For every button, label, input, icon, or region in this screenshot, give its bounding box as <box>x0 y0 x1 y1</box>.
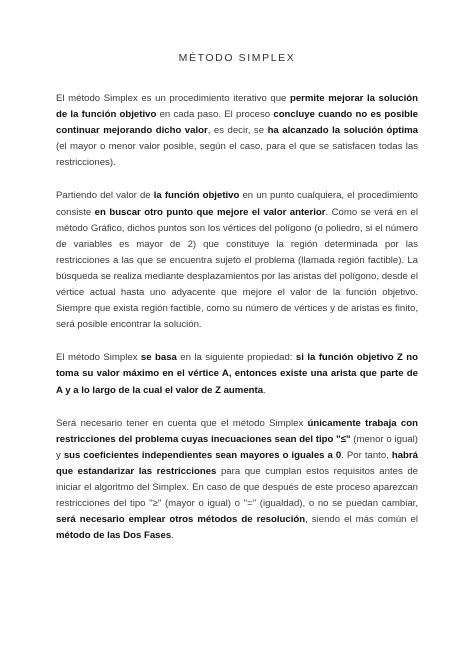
bold-text-run: únicamente trabaja con restricciones del problema cuyas inecuaciones sean del tipo "≤" <box>56 417 418 445</box>
bold-text-run: se basa <box>140 352 177 364</box>
text-run: Será necesario tener en cuenta que el método Simplex <box>56 417 308 429</box>
text-run: . <box>171 530 174 542</box>
bold-text-run: en buscar otro punto que mejore el valor anterior <box>94 206 326 218</box>
bold-text-run: ha alcanzado la solución óptima <box>267 125 418 137</box>
text-run: (menor o igual) y <box>56 433 418 461</box>
bold-text-run: método de las Dos Fases <box>56 530 172 542</box>
text-run: Partiendo del valor de <box>56 190 154 202</box>
text-run: . <box>263 384 266 396</box>
text-run: . Por tanto, <box>341 449 392 461</box>
text-run: , es decir, se <box>207 125 268 137</box>
text-run: , siendo el más común el <box>305 514 419 526</box>
bold-text-run: sus coeficientes independientes sean mayores o iguales a 0 <box>63 449 342 461</box>
text-run: en cada paso. El proceso <box>156 109 274 121</box>
paragraph-1 <box>56 91 418 171</box>
text-run: en la siguiente propiedad: <box>176 352 296 364</box>
bold-text-run: habrá que estandarizar las restricciones <box>56 449 418 477</box>
paragraph-3 <box>56 350 418 398</box>
bold-text-run: la función objetivo <box>153 190 240 202</box>
text-run: (el mayor o menor valor posible, según el caso, para el que se satisfacen todas las restricciones). <box>56 141 418 169</box>
document-body <box>56 91 418 544</box>
text-run: El método Simplex es un procedimiento iterativo que <box>56 93 290 104</box>
bold-text-run: si la función objetivo Z no toma su valor máximo en el vértice A, entonces existe una arista que parte de A y a lo largo de la cual el valor de Z aumenta <box>56 352 418 396</box>
text-run: El método Simplex <box>56 352 141 364</box>
text-run: para que cumplan estos requisitos antes de iniciar el algoritmo del Simplex. En caso de que después de este proceso aparezcan restricciones del tipo "≥" (mayor o igual) o "=" (igualdad), o no se puedan cambiar, <box>56 465 418 510</box>
bold-text-run: permite mejorar la solución de la función objetivo <box>56 93 419 121</box>
bold-text-run: concluye cuando no es posible continuar mejorando dicho valor <box>56 109 418 137</box>
paragraph-4 <box>56 416 418 545</box>
text-run: en un punto cualquiera, el procedimiento consiste <box>56 190 418 218</box>
bold-text-run: será necesario emplear otros métodos de resolución <box>56 514 306 526</box>
text-run: . Como se verá en el método Gráfico, dichos puntos son los vértices del polígono (o poliedro, si el número de variables es mayor de 2) que constituye la región determinada por las restricciones a las que se encuentra sujeto el problema (llamada región factible). La búsqueda se realiza mediante desplazamientos por las aristas del polígono, desde el vértice actual hasta uno adyacente que mejore el valor de la función objetivo. Siempre que exista región factible, como su número de vértices y de aristas es finito, será posible encontrar la solución. <box>56 206 418 331</box>
paragraph-2 <box>56 188 418 333</box>
document-title: MÉTODO SIMPLEX <box>178 52 296 64</box>
